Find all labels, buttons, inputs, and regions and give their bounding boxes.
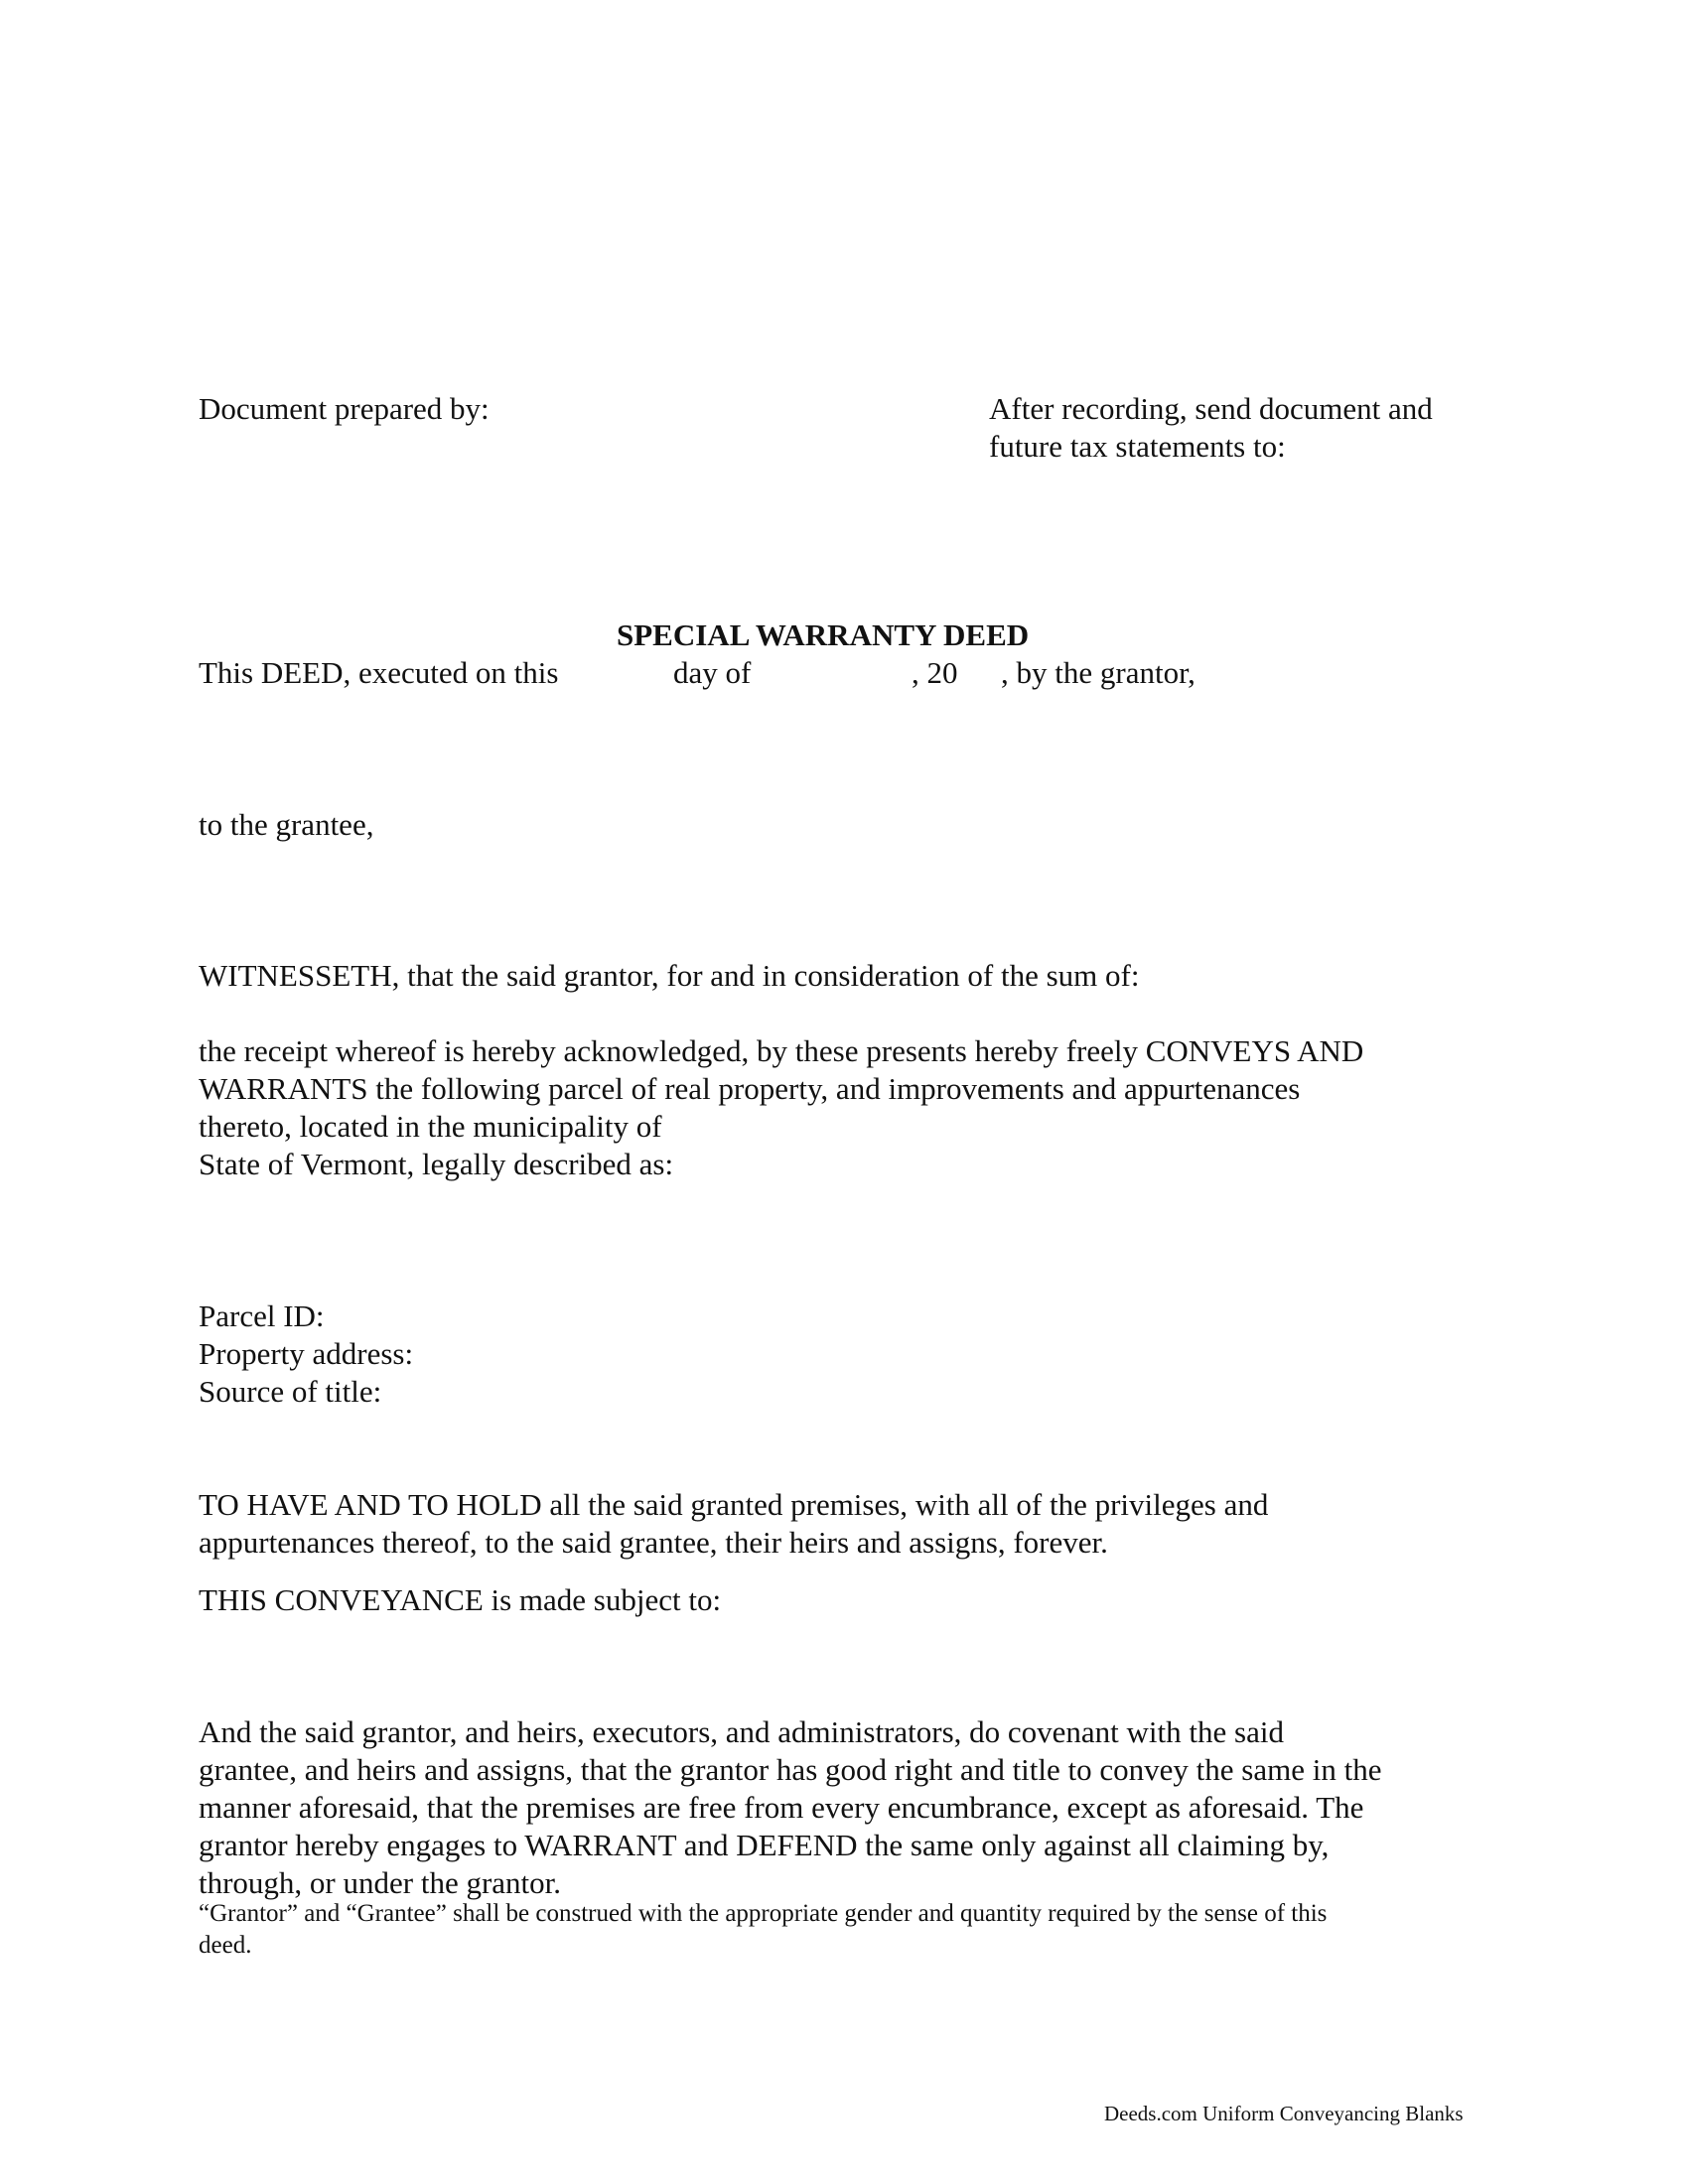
receipt-line: State of Vermont, legally described as: [199, 1147, 674, 1181]
receipt-line: the receipt whereof is hereby acknowledged, by these presents hereby freely CONVEYS AND [199, 1033, 1364, 1068]
prepared-by-label: Document prepared by: [199, 391, 490, 426]
habendum-line: TO HAVE AND TO HOLD all the said granted premises, with all of the privileges and [199, 1487, 1269, 1522]
source-of-title-label: Source of title: [199, 1374, 382, 1409]
grantee-line: to the grantee, [199, 807, 374, 842]
intro-day-of: day of [673, 655, 752, 690]
footer-branding: Deeds.com Uniform Conveyancing Blanks [1104, 2102, 1464, 2125]
intro-year: , 20 [912, 655, 958, 690]
after-recording-line: future tax statements to: [989, 429, 1286, 464]
covenant-line: through, or under the grantor. [199, 1865, 562, 1900]
receipt-line: thereto, located in the municipality of [199, 1109, 662, 1144]
intro-by-grantor: , by the grantor, [1001, 655, 1196, 690]
construction-note [199, 1898, 1327, 1962]
covenant-line: manner aforesaid, that the premises are free from every encumbrance, except as aforesaid. The [199, 1790, 1364, 1825]
covenant-clause [199, 1713, 1381, 1902]
covenant-line: And the said grantor, and heirs, executors, and administrators, do covenant with the said [199, 1714, 1284, 1749]
conveyance-clause: THIS CONVEYANCE is made subject to: [199, 1582, 722, 1617]
covenant-line: grantee, and heirs and assigns, that the grantor has good right and title to convey the same in the [199, 1752, 1382, 1787]
property-address-label: Property address: [199, 1336, 414, 1371]
property-details [199, 1297, 413, 1411]
habendum-clause [199, 1486, 1268, 1562]
receipt-clause [199, 1032, 1363, 1183]
intro-executed-on: This DEED, executed on this [199, 655, 559, 690]
witnesseth-clause: WITNESSETH, that the said grantor, for and in consideration of the sum of: [199, 958, 1140, 993]
parcel-id-label: Parcel ID: [199, 1298, 325, 1333]
after-recording-line: After recording, send document and [989, 391, 1433, 426]
covenant-line: grantor hereby engages to WARRANT and DEFEND the same only against all claiming by, [199, 1828, 1330, 1862]
construction-line: deed. [199, 1932, 252, 1959]
receipt-line: WARRANTS the following parcel of real property, and improvements and appurtenances [199, 1071, 1301, 1106]
document-title: SPECIAL WARRANTY DEED [617, 617, 1030, 652]
construction-line: “Grantor” and “Grantee” shall be construed with the appropriate gender and quantity required by the sense of this [199, 1900, 1328, 1927]
habendum-line: appurtenances thereof, to the said grantee, their heirs and assigns, forever. [199, 1525, 1108, 1560]
after-recording-label [989, 390, 1433, 466]
